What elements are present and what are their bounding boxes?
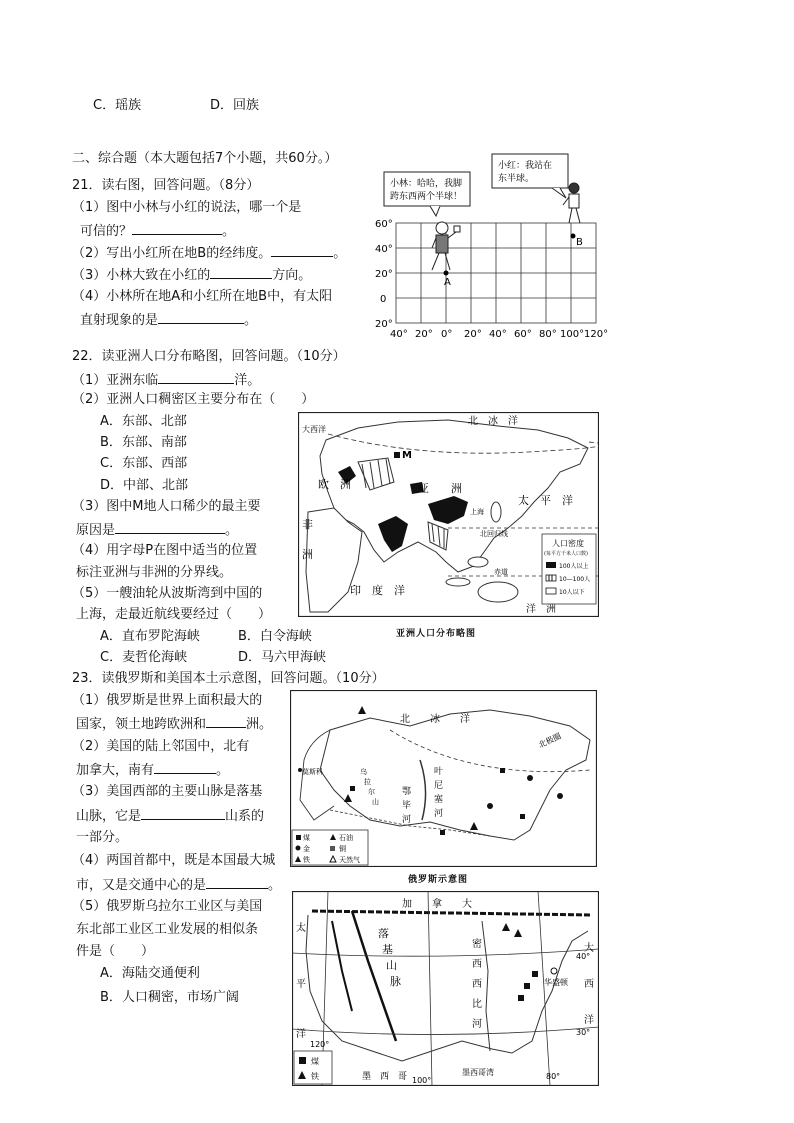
q21-answer-blank-2[interactable] [271, 244, 333, 257]
q21-grid-figure [370, 150, 610, 342]
q22-sub1-text-a: （1）亚洲东临 [72, 373, 159, 388]
label-rocky-1: 落 [378, 927, 389, 940]
q23-sub3-line1: （3）美国西部的主要山脉是落基 [72, 784, 263, 799]
q21-answer-blank-1[interactable] [132, 222, 222, 235]
label-miss-3: 西 [472, 979, 482, 990]
label-ob-3: 河 [402, 815, 412, 825]
q22-sub1-text-b: 洋。 [234, 373, 261, 388]
point-b-label: B [576, 237, 583, 248]
label-yenisei-4: 河 [434, 809, 444, 819]
legend-title: 人口密度 [552, 539, 584, 548]
label-yenisei-1: 叶 [434, 767, 444, 777]
q23-sub3-text-b: 山脉，它是 [76, 809, 142, 824]
bubble-hong-line2: 东半球。 [498, 174, 535, 184]
q22-answer-blank-1[interactable] [158, 371, 234, 384]
russia-legend-oil: 石油 [339, 834, 353, 842]
label-miss-4: 比 [472, 999, 482, 1010]
lon-label-60e: 60° [514, 329, 532, 340]
q22-sub1 [72, 371, 260, 389]
russia-legend-gas: 天然气 [339, 856, 360, 864]
q21-sub4-text: 直射现象的是 [80, 313, 159, 328]
girl-figure [563, 183, 580, 223]
q23-answer-blank-2[interactable] [154, 761, 216, 774]
bubble-hong-line1: 小红：我站在 [498, 161, 553, 171]
label-ob-2: 毕 [402, 801, 412, 811]
m-marker [394, 452, 400, 458]
q23-sub5-line1: （5）俄罗斯乌拉尔工业区与美国 [72, 899, 263, 914]
prev-option-d: D．回族 [210, 98, 260, 113]
q23-sub3-line3: 一部分。 [76, 830, 129, 845]
q23-sub1-text-c: 洲。 [246, 717, 273, 732]
q22-option-c[interactable]: C．东部、西部 [100, 456, 188, 471]
q21-sub1-line1: （1）图中小林与小红的说法，哪一个是 [72, 200, 302, 215]
lon-label-120e: 120° [584, 329, 609, 340]
q21-sub3-text-b: 方向。 [272, 268, 312, 283]
usa-legend-coal: 煤 [311, 1057, 319, 1066]
lat-label-60: 60° [375, 219, 393, 230]
label-yenisei-3: 塞 [434, 795, 444, 805]
label-lon100: 100° [412, 1076, 432, 1085]
russia-map-caption: 俄罗斯示意图 [408, 875, 469, 885]
q23-sub2-text: 加拿大，南有 [76, 763, 155, 778]
q22-sub5-option-d[interactable]: D．马六甲海峡 [238, 650, 327, 665]
label-moscow: 莫斯科 [302, 768, 323, 776]
q23-sub5-line2: 东北部工业区工业发展的相似条 [76, 922, 259, 937]
q23-sub1-line2 [76, 715, 272, 733]
lat-label-20s: 20° [375, 319, 393, 330]
q22-sub4-line2: 标注亚洲与非洲的分界线。 [76, 565, 233, 580]
label-lon120: 120° [310, 1040, 330, 1049]
russia-legend-iron: 铁 [303, 856, 310, 864]
label-canada: 加 拿 大 [402, 899, 472, 910]
q23-sub1-line1: （1）俄罗斯是世界上面积最大的 [72, 693, 263, 708]
russia-legend-gold: 金 [303, 845, 310, 853]
q23-sub4-text: 市，又是交通中心的是 [76, 878, 207, 893]
label-arctic-ocean: 北 冰 洋 [468, 416, 518, 427]
label-atlantic: 大西洋 [302, 425, 326, 434]
label-shanghai: 上海 [470, 508, 484, 516]
label-atlantic-2: 西 [584, 979, 594, 990]
label-mexico: 墨 西 哥 [362, 1072, 408, 1082]
usa-legend [294, 1051, 332, 1084]
legend-sub: (每平方千米人口数) [544, 551, 588, 557]
label-pacific-2: 平 [296, 979, 306, 990]
moscow-marker [298, 768, 302, 772]
label-europe: 欧 洲 [318, 478, 351, 491]
q21-sub2-text: （2）写出小红所在地B的经纬度。 [72, 246, 272, 261]
point-a-marker [444, 271, 449, 276]
usa-map [292, 891, 599, 1086]
label-miss-1: 密 [472, 939, 482, 950]
label-arctic-circle: 北极圈 [537, 731, 563, 750]
q23-sub3-line2 [76, 807, 264, 825]
asia-population-map [298, 412, 599, 617]
label-ural-1: 乌 [360, 768, 367, 776]
label-lat40: 40° [576, 952, 591, 961]
label-pacific-1: 太 [296, 923, 306, 934]
q23-sub4-line2 [76, 876, 281, 894]
label-africa-1: 非 [302, 518, 313, 531]
point-a-label: A [444, 277, 451, 288]
q23-answer-blank-3[interactable] [141, 807, 225, 820]
label-atlantic-3: 洋 [584, 1015, 594, 1026]
q21-sub1-text: 可信的？ [80, 224, 133, 239]
q23-period: 。 [216, 763, 230, 778]
q23-sub2-line2 [76, 761, 229, 779]
prev-option-c: C．瑶族 [93, 98, 142, 113]
q22-sub5-option-b[interactable]: B．白令海峡 [238, 629, 312, 644]
q21-sub2 [72, 244, 346, 262]
q23-period: 。 [268, 878, 282, 893]
label-yenisei-2: 尼 [434, 781, 444, 791]
q21-sub4-line2 [80, 311, 257, 329]
q22-sub5-option-c[interactable]: C．麦哲伦海峡 [100, 650, 188, 665]
section-title: 二、综合题（本大题包括7个小题，共60分。） [72, 151, 338, 166]
label-rocky-2: 基 [382, 943, 393, 956]
q21-period: 。 [333, 246, 347, 261]
q22-sub3-line2 [76, 521, 238, 539]
bubble-lin-line2: 跨东西两个半球！ [390, 192, 463, 202]
q21-stem: 21．读右图，回答问题。（8分） [72, 178, 260, 193]
legend-item-mid: 10—100人 [559, 576, 591, 583]
q21-sub1-line2 [80, 222, 235, 240]
q21-answer-blank-4[interactable] [158, 311, 244, 324]
label-ural-2: 拉 [364, 778, 371, 786]
label-oceania: 洋 洲 [526, 604, 556, 615]
q22-sub2: （2）亚洲人口稠密区主要分布在（ ） [72, 392, 315, 407]
q23-sub1-text-b: 国家，领土地跨欧洲和 [76, 717, 207, 732]
q22-period: 。 [225, 523, 239, 538]
label-rocky-4: 脉 [390, 975, 401, 988]
q21-sub3-text-a: （3）小林大致在小红的 [72, 268, 211, 283]
q22-sub5-line2: 上海，走最近航线要经过（ ） [76, 607, 272, 622]
label-m: M [402, 450, 412, 461]
label-ural-4: 山 [372, 798, 379, 806]
lon-label-0: 0° [441, 329, 453, 340]
q23-sub4-line1: （4）两国首都中，既是本国最大城 [72, 853, 276, 868]
label-lon80: 80° [546, 1072, 561, 1081]
q22-option-d[interactable]: D．中部、北部 [100, 478, 189, 493]
lat-label-20n: 20° [375, 269, 393, 280]
lat-label-40: 40° [375, 244, 393, 255]
label-rocky-3: 山 [386, 959, 397, 972]
russia-legend-coal: 煤 [303, 834, 310, 842]
label-asia: 亚 洲 [418, 482, 462, 495]
label-miss-5: 河 [472, 1019, 482, 1030]
q23-sub2-line1: （2）美国的陆上邻国中，北有 [72, 739, 250, 754]
q23-sub3-text-c: 山系的 [225, 809, 265, 824]
q21-answer-blank-3[interactable] [210, 266, 272, 279]
q21-sub4-line1: （4）小林所在地A和小红所在地B中，有太阳 [72, 289, 333, 304]
russia-legend-copper: 铜 [339, 845, 346, 853]
q23-option-a[interactable]: A．海陆交通便利 [100, 966, 200, 981]
bubble-lin-line1: 小林：哈哈，我脚 [390, 179, 463, 189]
lon-label-100e: 100° [560, 329, 585, 340]
q22-answer-blank-3[interactable] [115, 521, 225, 534]
label-atlantic-1: 大 [584, 943, 594, 954]
label-pacific-3: 洋 [296, 1029, 306, 1040]
label-ural-3: 尔 [368, 788, 375, 796]
russia-map [290, 690, 597, 867]
q22-option-a[interactable]: A．东部、北部 [100, 414, 187, 429]
q22-sub4-line1: （4）用字母P在图中适当的位置 [72, 543, 258, 558]
q23-answer-blank-4[interactable] [206, 876, 268, 889]
lon-label-80e: 80° [539, 329, 557, 340]
usa-legend-iron: 铁 [311, 1072, 319, 1081]
legend-item-low: 10人以下 [559, 589, 585, 596]
label-africa-2: 洲 [302, 548, 313, 561]
population-legend [542, 534, 596, 604]
label-russia-arctic: 北 冰 洋 [400, 714, 470, 725]
q23-option-b[interactable]: B．人口稠密，市场广阔 [100, 990, 239, 1005]
q22-option-b[interactable]: B．东部、南部 [100, 435, 187, 450]
q22-sub3-text: 原因是 [76, 523, 116, 538]
q22-sub5-option-a[interactable]: A．直布罗陀海峡 [100, 629, 200, 644]
label-gulf: 墨西哥湾 [462, 1068, 494, 1077]
label-ob-1: 鄂 [402, 787, 412, 797]
q22-sub5-line1: （5）一艘油轮从波斯湾到中国的 [72, 586, 263, 601]
q23-sub5-line3: 件是（ ） [76, 944, 155, 959]
lon-label-20e: 20° [464, 329, 482, 340]
lon-label-20w: 20° [415, 329, 433, 340]
q21-period: 。 [222, 224, 236, 239]
label-washington: 华盛顿 [544, 978, 568, 987]
russia-legend [292, 830, 368, 865]
label-miss-2: 西 [472, 959, 482, 970]
lon-label-40e: 40° [489, 329, 507, 340]
q21-period: 。 [244, 313, 258, 328]
lat-label-0: 0 [380, 294, 387, 305]
lon-label-40w: 40° [390, 329, 408, 340]
q22-stem: 22．读亚洲人口分布略图，回答问题。（10分） [72, 349, 346, 364]
asia-map-caption: 亚洲人口分布略图 [396, 629, 477, 639]
q21-sub3 [72, 266, 311, 284]
legend-item-high: 100人以上 [559, 563, 589, 570]
q23-stem: 23．读俄罗斯和美国本土示意图，回答问题。（10分） [72, 671, 385, 686]
q23-answer-blank-1[interactable] [206, 715, 246, 728]
label-indian-ocean: 印 度 洋 [350, 584, 405, 597]
label-lat30: 30° [576, 1028, 591, 1037]
label-equator: 赤道 [494, 568, 508, 576]
label-pacific: 太 平 洋 [518, 494, 573, 507]
label-tropic: 北回归线 [480, 530, 508, 538]
lat-lon-grid [396, 223, 596, 323]
point-b-marker [571, 234, 576, 239]
q22-sub3-line1: （3）图中M地人口稀少的最主要 [72, 499, 261, 514]
